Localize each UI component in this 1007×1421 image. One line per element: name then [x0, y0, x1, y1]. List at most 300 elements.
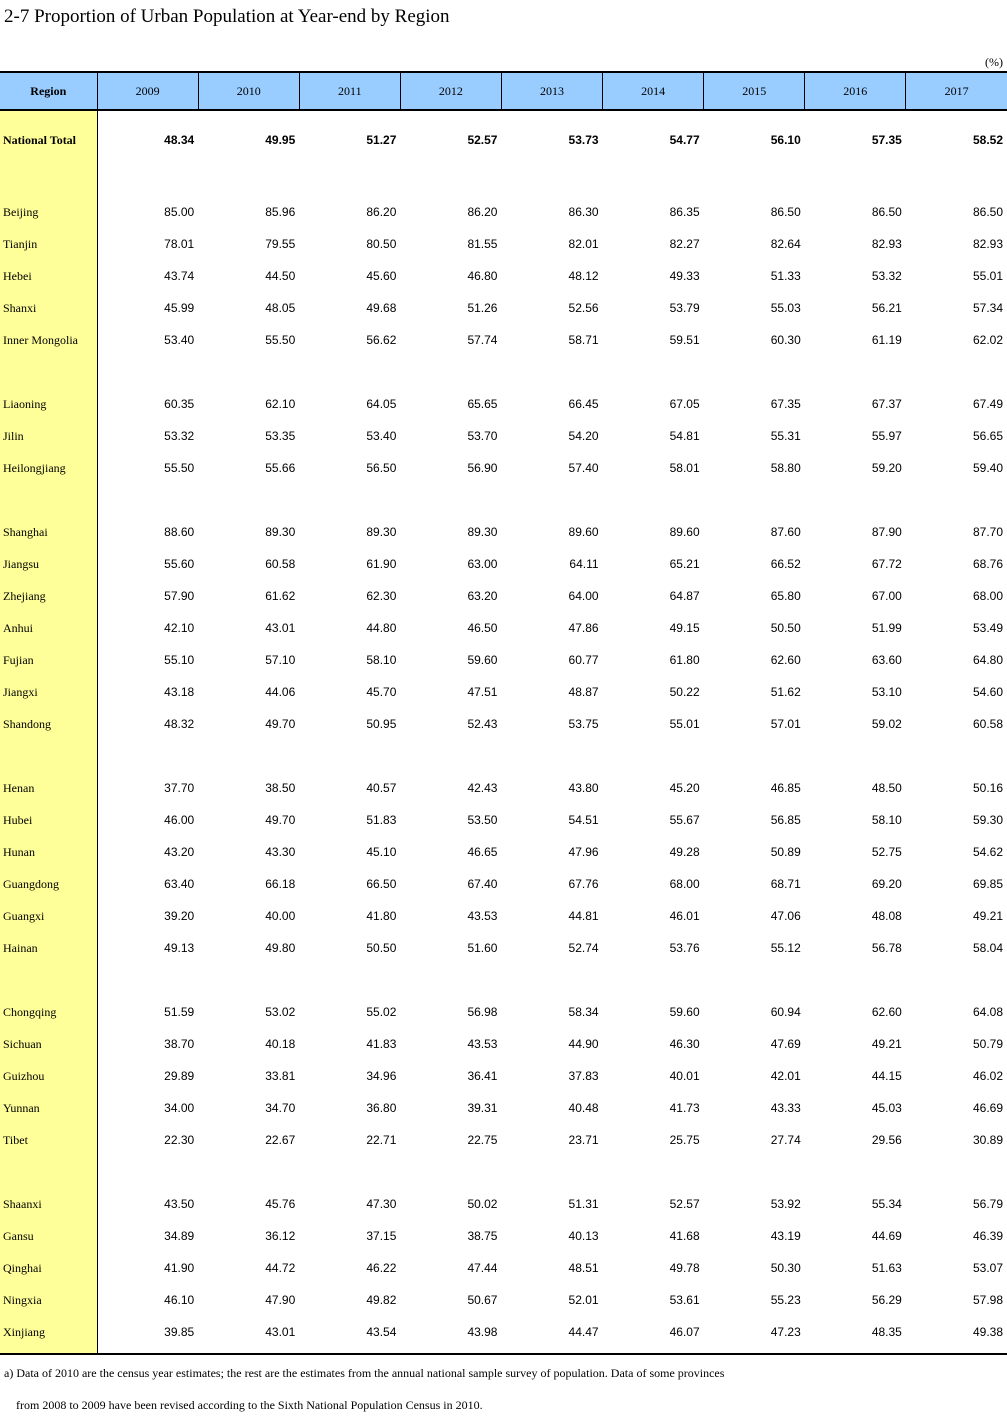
table-row: [0, 1092, 1007, 1124]
value-cell: 49.28: [669, 845, 700, 859]
table-row: [0, 676, 1007, 708]
value-cell: 25.75: [669, 1133, 700, 1147]
spacer-row: [0, 1348, 1007, 1354]
value-cell: 40.48: [568, 1101, 599, 1115]
footnote-line-2: from 2008 to 2009 have been revised according to the Sixth National Population Census in 2010.: [16, 1398, 483, 1412]
value-cell: 50.79: [972, 1037, 1003, 1051]
value-cell: 43.01: [265, 1325, 296, 1339]
value-cell: 43.98: [467, 1325, 498, 1339]
value-cell: 68.71: [770, 877, 801, 891]
unit-label: (%): [985, 55, 1003, 69]
value-cell: 64.11: [569, 557, 599, 571]
value-cell: [603, 1348, 704, 1354]
value-cell: 86.50: [972, 205, 1003, 219]
region-cell: [0, 1156, 97, 1188]
value-cell: 50.16: [972, 781, 1003, 795]
year-column-header: 2013: [501, 72, 602, 110]
value-cell: [299, 740, 400, 772]
value-cell: 89.30: [366, 525, 397, 539]
table-row: [0, 996, 1007, 1028]
region-cell: [0, 484, 97, 516]
value-cell: 45.03: [871, 1101, 902, 1115]
value-cell: 59.60: [669, 1005, 700, 1019]
value-cell: 46.01: [669, 909, 700, 923]
value-cell: 61.19: [871, 333, 902, 347]
value-cell: 67.72: [871, 557, 902, 571]
value-cell: 34.96: [366, 1069, 397, 1083]
value-cell: 43.80: [568, 781, 599, 795]
value-cell: 41.90: [164, 1261, 195, 1275]
urban-population-table: [0, 71, 1007, 1355]
value-cell: 44.15: [871, 1069, 902, 1083]
value-cell: 54.60: [972, 685, 1003, 699]
value-cell: 46.30: [669, 1037, 700, 1051]
spacer-row: [0, 964, 1007, 996]
value-cell: 67.40: [467, 877, 498, 891]
value-cell: 67.37: [871, 397, 902, 411]
value-cell: 53.70: [467, 429, 498, 443]
year-column-header: 2011: [299, 72, 400, 110]
value-cell: 53.50: [467, 813, 498, 827]
value-cell: 42.43: [467, 781, 498, 795]
value-cell: 49.38: [972, 1325, 1003, 1339]
value-cell: 49.70: [265, 813, 296, 827]
region-cell: Tianjin: [0, 228, 97, 260]
value-cell: 64.05: [366, 397, 397, 411]
value-cell: [299, 484, 400, 516]
value-cell: 56.90: [467, 461, 498, 475]
value-cell: 48.05: [265, 301, 296, 315]
value-cell: 53.79: [669, 301, 700, 315]
value-cell: 67.05: [669, 397, 700, 411]
value-cell: 51.99: [871, 621, 902, 635]
value-cell: 40.18: [265, 1037, 296, 1051]
value-cell: 45.99: [164, 301, 195, 315]
value-cell: 38.70: [164, 1037, 195, 1051]
region-cell: Hainan: [0, 932, 97, 964]
region-cell: Fujian: [0, 644, 97, 676]
value-cell: [704, 1348, 805, 1354]
table-row: [0, 644, 1007, 676]
value-cell: 58.01: [669, 461, 700, 475]
value-cell: 62.30: [366, 589, 397, 603]
value-cell: 46.69: [972, 1101, 1003, 1115]
value-cell: 46.39: [972, 1229, 1003, 1243]
table-row: [0, 900, 1007, 932]
table-row: [0, 196, 1007, 228]
value-cell: 57.40: [568, 461, 599, 475]
value-cell: 41.83: [366, 1037, 397, 1051]
value-cell: 34.70: [265, 1101, 296, 1115]
value-cell: 69.20: [871, 877, 902, 891]
value-cell: 42.10: [164, 621, 195, 635]
value-cell: 87.70: [972, 525, 1003, 539]
value-cell: 49.78: [669, 1261, 700, 1275]
table-row: [0, 708, 1007, 740]
value-cell: [299, 1156, 400, 1188]
value-cell: 53.40: [164, 333, 195, 347]
value-cell: [400, 484, 501, 516]
value-cell: 68.00: [972, 589, 1003, 603]
value-cell: 58.34: [568, 1005, 599, 1019]
value-cell: 52.56: [568, 301, 599, 315]
value-cell: 55.03: [770, 301, 801, 315]
value-cell: 65.65: [467, 397, 498, 411]
value-cell: 51.62: [770, 685, 801, 699]
spacer-row: [0, 164, 1007, 196]
value-cell: 47.96: [568, 845, 599, 859]
value-cell: [704, 356, 805, 388]
value-cell: [400, 1156, 501, 1188]
value-cell: 59.02: [871, 717, 902, 731]
value-cell: 57.01: [770, 717, 801, 731]
region-cell: Shanghai: [0, 516, 97, 548]
region-cell: Hunan: [0, 836, 97, 868]
value-cell: 56.65: [972, 429, 1003, 443]
value-cell: 43.53: [467, 1037, 498, 1051]
header-row: [0, 72, 1007, 110]
table-row: [0, 1124, 1007, 1156]
table-row: [0, 324, 1007, 356]
value-cell: 49.15: [669, 621, 700, 635]
value-cell: 49.70: [265, 717, 296, 731]
region-cell: Inner Mongolia: [0, 324, 97, 356]
value-cell: 66.45: [568, 397, 599, 411]
value-cell: 39.31: [467, 1101, 498, 1115]
value-cell: 89.60: [669, 525, 700, 539]
value-cell: [704, 484, 805, 516]
value-cell: 54.81: [669, 429, 700, 443]
value-cell: 30.89: [972, 1133, 1003, 1147]
value-cell: 59.60: [467, 653, 498, 667]
value-cell: 65.80: [770, 589, 801, 603]
value-cell: 34.89: [164, 1229, 195, 1243]
value-cell: 44.69: [871, 1229, 902, 1243]
value-cell: [704, 740, 805, 772]
region-cell: Beijing: [0, 196, 97, 228]
value-cell: [198, 1348, 299, 1354]
value-cell: 55.02: [366, 1005, 397, 1019]
value-cell: 48.50: [871, 781, 902, 795]
value-cell: 63.60: [871, 653, 902, 667]
region-cell: Tibet: [0, 1124, 97, 1156]
value-cell: 86.50: [871, 205, 902, 219]
region-cell: Henan: [0, 772, 97, 804]
spacer-row: [0, 356, 1007, 388]
region-cell: Guangdong: [0, 868, 97, 900]
value-cell: 52.57: [467, 133, 498, 147]
value-cell: 52.43: [467, 717, 498, 731]
value-cell: 55.01: [669, 717, 700, 731]
region-cell: Xinjiang: [0, 1316, 97, 1348]
value-cell: 57.90: [164, 589, 195, 603]
value-cell: 56.79: [972, 1197, 1003, 1211]
value-cell: 48.32: [164, 717, 195, 731]
value-cell: 59.40: [972, 461, 1003, 475]
value-cell: 43.18: [164, 685, 195, 699]
table-row: [0, 260, 1007, 292]
value-cell: [198, 1156, 299, 1188]
table-row: [0, 1284, 1007, 1316]
value-cell: 53.10: [871, 685, 902, 699]
value-cell: 82.27: [669, 237, 700, 251]
value-cell: 45.10: [366, 845, 397, 859]
value-cell: 42.01: [770, 1069, 801, 1083]
table-row: [0, 452, 1007, 484]
region-cell: Shandong: [0, 708, 97, 740]
value-cell: [906, 964, 1007, 996]
value-cell: 82.64: [770, 237, 801, 251]
value-cell: [805, 484, 906, 516]
value-cell: 49.68: [366, 301, 397, 315]
value-cell: 85.00: [164, 205, 195, 219]
value-cell: 39.85: [164, 1325, 195, 1339]
value-cell: 87.90: [871, 525, 902, 539]
table-row: [0, 1316, 1007, 1348]
value-cell: 56.85: [770, 813, 801, 827]
value-cell: 58.80: [770, 461, 801, 475]
value-cell: 47.30: [366, 1197, 397, 1211]
value-cell: 37.83: [568, 1069, 599, 1083]
value-cell: 88.60: [164, 525, 195, 539]
value-cell: [906, 1156, 1007, 1188]
value-cell: 50.89: [770, 845, 801, 859]
value-cell: 58.71: [568, 333, 599, 347]
value-cell: [400, 740, 501, 772]
value-cell: 36.80: [366, 1101, 397, 1115]
value-cell: 33.81: [265, 1069, 296, 1083]
value-cell: 57.34: [972, 301, 1003, 315]
value-cell: 47.23: [770, 1325, 801, 1339]
table-row: [0, 836, 1007, 868]
value-cell: [805, 1156, 906, 1188]
value-cell: [501, 356, 602, 388]
value-cell: 52.01: [568, 1293, 599, 1307]
table-row: [0, 612, 1007, 644]
value-cell: 54.51: [568, 813, 599, 827]
value-cell: 82.93: [972, 237, 1003, 251]
region-cell: Gansu: [0, 1220, 97, 1252]
region-cell: Ningxia: [0, 1284, 97, 1316]
table-row: [0, 1028, 1007, 1060]
value-cell: 36.41: [467, 1069, 498, 1083]
value-cell: 37.70: [164, 781, 195, 795]
value-cell: 53.92: [770, 1197, 801, 1211]
value-cell: [97, 1156, 198, 1188]
region-cell: [0, 964, 97, 996]
value-cell: 62.02: [972, 333, 1003, 347]
value-cell: 55.12: [770, 941, 801, 955]
value-cell: 61.62: [265, 589, 296, 603]
table-row: [0, 516, 1007, 548]
value-cell: 51.27: [366, 133, 397, 147]
value-cell: 55.66: [265, 461, 296, 475]
value-cell: 48.51: [568, 1261, 599, 1275]
value-cell: [704, 964, 805, 996]
value-cell: 50.30: [770, 1261, 801, 1275]
value-cell: 53.32: [871, 269, 902, 283]
value-cell: 49.95: [265, 133, 296, 147]
value-cell: 47.86: [568, 621, 599, 635]
region-cell: Shanxi: [0, 292, 97, 324]
value-cell: 66.18: [265, 877, 296, 891]
value-cell: 63.20: [467, 589, 498, 603]
value-cell: [704, 164, 805, 196]
value-cell: [400, 964, 501, 996]
value-cell: 65.21: [669, 557, 700, 571]
value-cell: 43.50: [164, 1197, 195, 1211]
value-cell: [906, 356, 1007, 388]
table-row: [0, 868, 1007, 900]
value-cell: 86.20: [467, 205, 498, 219]
value-cell: 87.60: [770, 525, 801, 539]
value-cell: 50.22: [669, 685, 700, 699]
value-cell: 50.50: [366, 941, 397, 955]
value-cell: 46.50: [467, 621, 498, 635]
value-cell: [97, 484, 198, 516]
value-cell: 44.81: [568, 909, 599, 923]
region-cell: Heilongjiang: [0, 452, 97, 484]
value-cell: 50.02: [467, 1197, 498, 1211]
value-cell: 46.07: [669, 1325, 700, 1339]
value-cell: [400, 1348, 501, 1354]
value-cell: 81.55: [467, 237, 498, 251]
value-cell: [97, 1348, 198, 1354]
value-cell: 40.13: [568, 1229, 599, 1243]
value-cell: [198, 740, 299, 772]
value-cell: 57.74: [467, 333, 498, 347]
value-cell: 54.62: [972, 845, 1003, 859]
value-cell: 60.35: [164, 397, 195, 411]
national-total-row: [0, 116, 1007, 164]
value-cell: 67.49: [972, 397, 1003, 411]
table-row: [0, 772, 1007, 804]
value-cell: 44.72: [265, 1261, 296, 1275]
value-cell: 82.01: [568, 237, 599, 251]
value-cell: 49.21: [972, 909, 1003, 923]
value-cell: 46.00: [164, 813, 195, 827]
value-cell: 53.76: [669, 941, 700, 955]
value-cell: 48.35: [871, 1325, 902, 1339]
value-cell: 47.69: [770, 1037, 801, 1051]
value-cell: 57.98: [972, 1293, 1003, 1307]
value-cell: 44.90: [568, 1037, 599, 1051]
value-cell: 45.76: [265, 1197, 296, 1211]
value-cell: 51.63: [871, 1261, 902, 1275]
region-cell: Shaanxi: [0, 1188, 97, 1220]
value-cell: [805, 164, 906, 196]
value-cell: 55.01: [972, 269, 1003, 283]
region-cell: Chongqing: [0, 996, 97, 1028]
value-cell: 44.80: [366, 621, 397, 635]
value-cell: 89.30: [467, 525, 498, 539]
value-cell: 86.50: [770, 205, 801, 219]
table-row: [0, 1252, 1007, 1284]
value-cell: [299, 356, 400, 388]
value-cell: 40.00: [265, 909, 296, 923]
value-cell: [603, 740, 704, 772]
year-column-header: 2017: [906, 72, 1007, 110]
value-cell: 60.77: [568, 653, 599, 667]
region-cell: Yunnan: [0, 1092, 97, 1124]
value-cell: 61.80: [669, 653, 700, 667]
value-cell: [97, 164, 198, 196]
value-cell: 43.19: [770, 1229, 801, 1243]
value-cell: 47.90: [265, 1293, 296, 1307]
value-cell: 45.70: [366, 685, 397, 699]
value-cell: 47.51: [467, 685, 498, 699]
value-cell: 46.22: [366, 1261, 397, 1275]
value-cell: 48.34: [164, 133, 195, 147]
value-cell: 51.59: [164, 1005, 195, 1019]
value-cell: [400, 356, 501, 388]
value-cell: 50.95: [366, 717, 397, 731]
value-cell: 53.02: [265, 1005, 296, 1019]
value-cell: 60.94: [770, 1005, 801, 1019]
value-cell: 64.08: [972, 1005, 1003, 1019]
value-cell: [603, 164, 704, 196]
value-cell: 89.60: [568, 525, 599, 539]
value-cell: 23.71: [568, 1133, 599, 1147]
value-cell: 39.20: [164, 909, 195, 923]
value-cell: 29.89: [164, 1069, 195, 1083]
value-cell: 89.30: [265, 525, 296, 539]
value-cell: 57.10: [265, 653, 296, 667]
value-cell: [805, 740, 906, 772]
value-cell: 67.76: [568, 877, 599, 891]
value-cell: 44.50: [265, 269, 296, 283]
region-cell: Hubei: [0, 804, 97, 836]
value-cell: 45.60: [366, 269, 397, 283]
spacer-row: [0, 740, 1007, 772]
value-cell: 27.74: [770, 1133, 801, 1147]
value-cell: 79.55: [265, 237, 296, 251]
value-cell: 50.67: [467, 1293, 498, 1307]
region-cell: Anhui: [0, 612, 97, 644]
value-cell: 64.80: [972, 653, 1003, 667]
value-cell: [906, 1348, 1007, 1354]
value-cell: [603, 1156, 704, 1188]
year-column-header: 2014: [603, 72, 704, 110]
value-cell: 56.98: [467, 1005, 498, 1019]
value-cell: [299, 1348, 400, 1354]
value-cell: 51.60: [467, 941, 498, 955]
value-cell: 68.00: [669, 877, 700, 891]
value-cell: 49.33: [669, 269, 700, 283]
value-cell: 55.60: [164, 557, 195, 571]
value-cell: 55.31: [770, 429, 801, 443]
spacer-row: [0, 484, 1007, 516]
value-cell: 22.75: [467, 1133, 498, 1147]
value-cell: [299, 164, 400, 196]
value-cell: 55.97: [871, 429, 902, 443]
value-cell: 60.58: [972, 717, 1003, 731]
value-cell: [501, 964, 602, 996]
year-column-header: 2015: [704, 72, 805, 110]
footnote-line-1: a) Data of 2010 are the census year estimates; the rest are the estimates from the annual national sample survey of population. Data of some provinces: [4, 1366, 725, 1380]
value-cell: [603, 484, 704, 516]
value-cell: 46.10: [164, 1293, 195, 1307]
value-cell: 85.96: [265, 205, 296, 219]
value-cell: [805, 356, 906, 388]
region-cell: [0, 356, 97, 388]
value-cell: 63.40: [164, 877, 195, 891]
value-cell: 51.31: [568, 1197, 599, 1211]
value-cell: [805, 1348, 906, 1354]
value-cell: 59.51: [669, 333, 700, 347]
value-cell: 60.58: [265, 557, 296, 571]
value-cell: 56.78: [871, 941, 902, 955]
